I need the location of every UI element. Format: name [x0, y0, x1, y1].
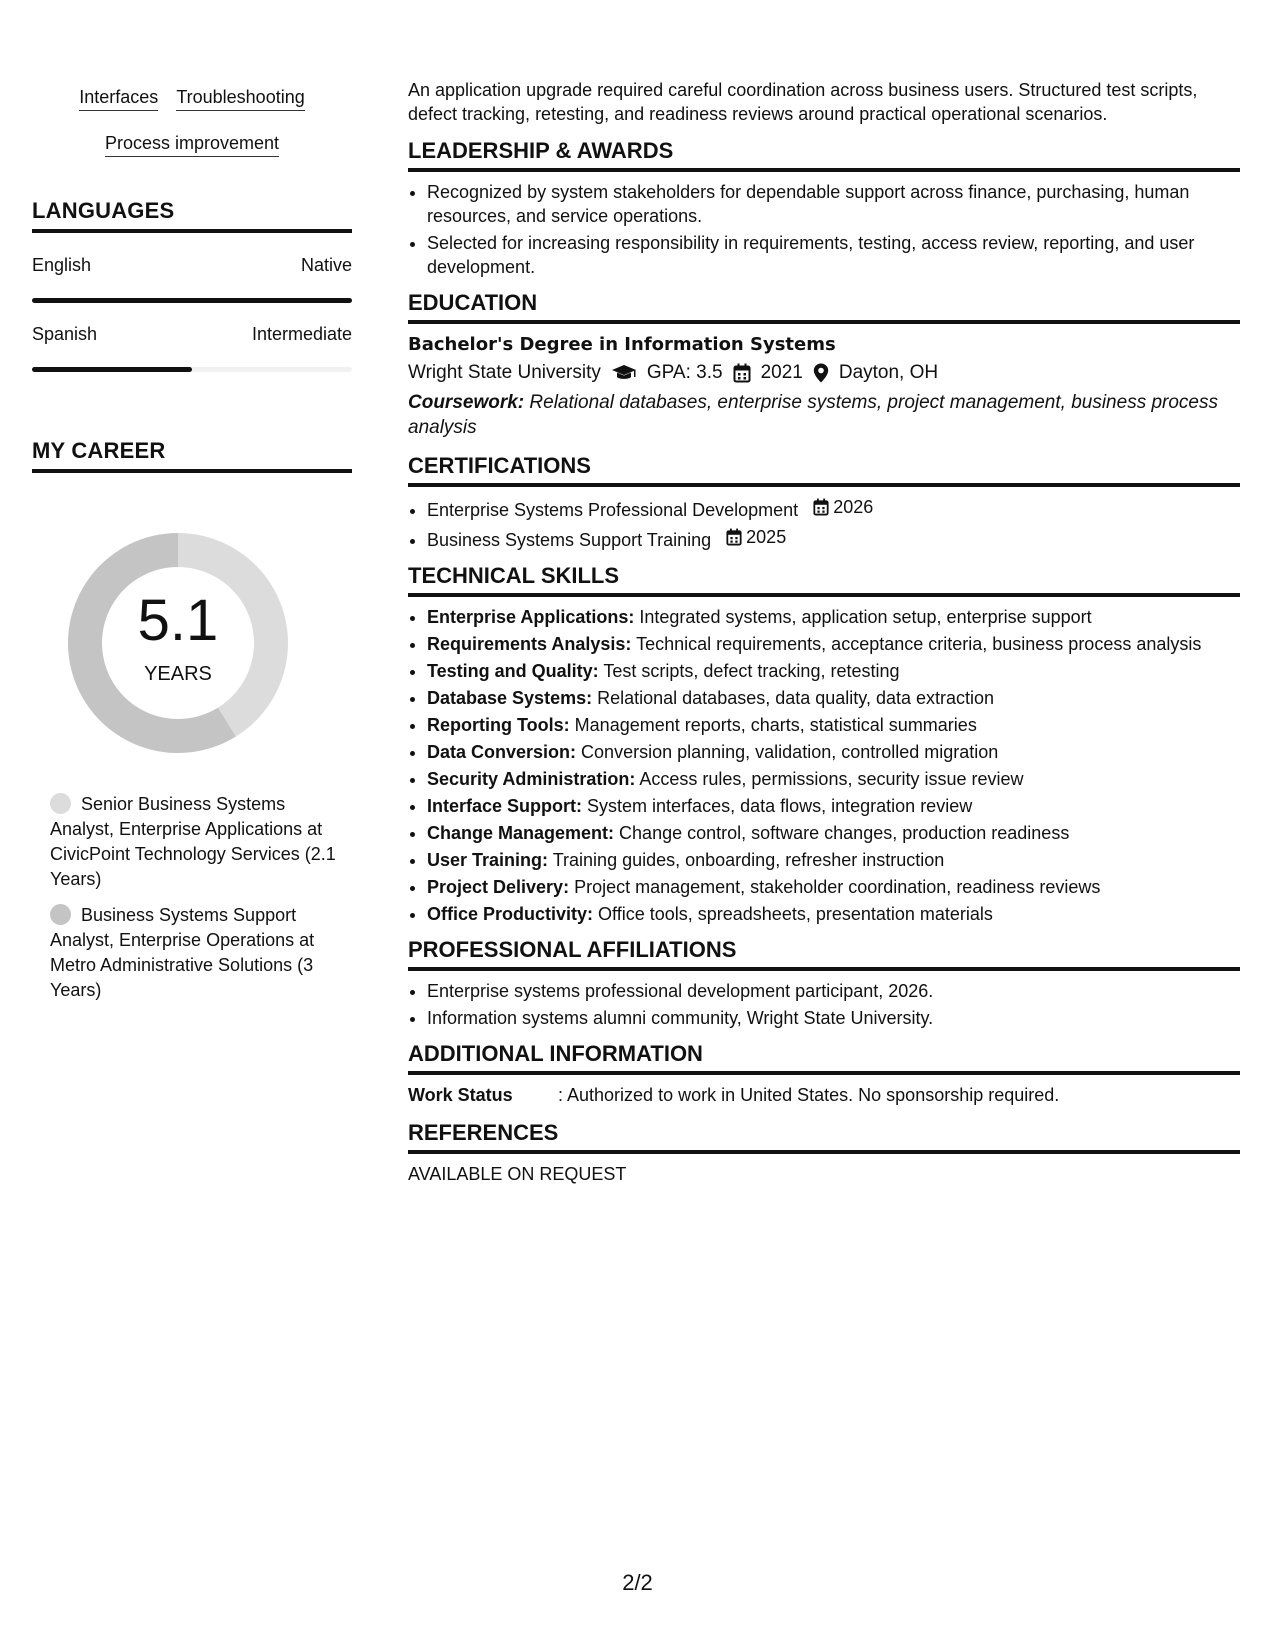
- skill-category: Reporting Tools:: [427, 715, 570, 735]
- career-item-text: Senior Business Systems Analyst, Enterprise Applications at CivicPoint Technology Services (2.1 Years): [50, 794, 336, 889]
- skill-category: Requirements Analysis:: [427, 634, 632, 654]
- skill-category: Security Administration:: [427, 769, 636, 789]
- skill-details: System interfaces, data flows, integration review: [587, 796, 973, 816]
- career-donut-chart: [65, 530, 291, 756]
- career-legend-dot: [50, 793, 71, 814]
- list-item: • Enterprise systems professional development participant, 2026.: [427, 979, 1240, 1003]
- experience-summary: An application upgrade required careful coordination across business users. Structured test scripts, defect tracking, retesting, and readiness reviews around practical operational scenarios.: [408, 80, 1198, 124]
- career-years-label: YEARS: [144, 663, 212, 685]
- coursework: [408, 390, 1240, 440]
- certification-item: [427, 525, 1240, 552]
- skill-category: Interface Support:: [427, 796, 583, 816]
- skill-details: Management reports, charts, statistical summaries: [574, 715, 977, 735]
- languages-heading: LANGUAGES: [32, 198, 352, 233]
- skill-details: Office tools, spreadsheets, presentation materials: [598, 904, 993, 924]
- language-name: English: [32, 255, 92, 275]
- career-item-text: Business Systems Support Analyst, Enterprise Operations at Metro Administrative Solutions (3 Years): [50, 905, 315, 1000]
- skill-details: Integrated systems, application setup, enterprise support: [639, 607, 1092, 627]
- certification-year: 2026: [833, 497, 874, 517]
- technical-skills-heading: TECHNICAL SKILLS: [408, 562, 1240, 597]
- certification-item: [427, 495, 1240, 522]
- skill-category: Data Conversion:: [427, 742, 577, 762]
- leadership-list: [408, 180, 1240, 279]
- school-location: Dayton, OH: [838, 362, 939, 383]
- skill-category: Testing and Quality:: [427, 661, 599, 681]
- list-item: • Recognized by system stakeholders for dependable support across finance, purchasing, human resources, and service operations.: [427, 180, 1240, 228]
- affiliations-heading: PROFESSIONAL AFFILIATIONS: [408, 936, 1240, 971]
- career-list: [50, 792, 340, 1014]
- school-name: Wright State University: [408, 362, 601, 383]
- skill-category: Enterprise Applications:: [427, 607, 635, 627]
- language-level: Native: [300, 255, 352, 275]
- skill-details: Access rules, permissions, security issue review: [639, 769, 1024, 789]
- additional-information-heading: ADDITIONAL INFORMATION: [408, 1040, 1240, 1075]
- skill-category: Database Systems:: [427, 688, 593, 708]
- skill-category: Change Management:: [427, 823, 615, 843]
- certifications-list: [408, 495, 1240, 552]
- skill-tag: Process improvement: [105, 132, 279, 157]
- skill-item: [427, 848, 1240, 872]
- coursework-label: Coursework:: [408, 392, 525, 413]
- skill-item: [427, 767, 1240, 791]
- certification-name: Business Systems Support Training: [427, 530, 712, 550]
- skill-item: [427, 605, 1240, 629]
- skill-details: Training guides, onboarding, refresher instruction: [552, 850, 945, 870]
- certifications-heading: CERTIFICATIONS: [408, 452, 1240, 487]
- language-row: [32, 324, 352, 345]
- skill-item: [427, 740, 1240, 764]
- skill-item: [427, 875, 1240, 899]
- skill-item: [427, 713, 1240, 737]
- graduation-year: 2021: [760, 362, 803, 383]
- skill-item: [427, 686, 1240, 710]
- career-legend-dot: [50, 904, 71, 925]
- skill-item: [427, 794, 1240, 818]
- graduation-cap-icon: [611, 364, 637, 382]
- skill-category: Project Delivery:: [427, 877, 570, 897]
- calendar-icon: [813, 498, 829, 516]
- affiliations-list: [408, 979, 1240, 1030]
- leadership-heading: LEADERSHIP & AWARDS: [408, 137, 1240, 172]
- language-proficiency-bar: [32, 298, 352, 303]
- skill-item: [427, 632, 1240, 656]
- page-number: 2/2: [622, 1570, 653, 1595]
- certification-name: Enterprise Systems Professional Development: [427, 500, 799, 520]
- career-item: [50, 903, 340, 1003]
- degree-title: Bachelor's Degree in Information Systems: [408, 334, 836, 355]
- skill-tags: [32, 86, 352, 178]
- list-item: • Selected for increasing responsibility in requirements, testing, access review, reporting, and user development.: [427, 231, 1240, 279]
- calendar-icon: [726, 528, 742, 546]
- skill-details: Technical requirements, acceptance criteria, business process analysis: [636, 634, 1202, 654]
- location-pin-icon: [813, 363, 829, 383]
- skill-item: [427, 902, 1240, 926]
- work-status-row: [408, 1083, 1240, 1107]
- work-status-value: : Authorized to work in United States. No sponsorship required.: [558, 1085, 1060, 1105]
- career-item: [50, 792, 340, 892]
- skill-details: Relational databases, data quality, data extraction: [597, 688, 995, 708]
- coursework-text: Relational databases, enterprise systems, project management, business process analysis: [408, 392, 1218, 438]
- references-text: AVAILABLE ON REQUEST: [408, 1164, 627, 1184]
- skill-details: Change control, software changes, production readiness: [619, 823, 1070, 843]
- work-status-label: Work Status: [408, 1085, 513, 1105]
- right-column: [408, 78, 1240, 1186]
- calendar-icon: [733, 363, 751, 383]
- skill-details: Project management, stakeholder coordination, readiness reviews: [574, 877, 1101, 897]
- skill-tag: Troubleshooting: [176, 86, 304, 111]
- certification-date: [726, 525, 786, 549]
- certification-date: [813, 495, 873, 519]
- skill-category: User Training:: [427, 850, 549, 870]
- career-heading: MY CAREER: [32, 438, 352, 473]
- gpa: GPA: 3.5: [646, 362, 723, 383]
- language-proficiency-bar: [32, 367, 352, 372]
- language-level: Intermediate: [251, 324, 352, 344]
- education-meta: [408, 358, 1240, 388]
- skill-category: Office Productivity:: [427, 904, 594, 924]
- certification-year: 2025: [746, 527, 787, 547]
- language-row: [32, 255, 352, 276]
- skill-tag: Interfaces: [79, 86, 158, 111]
- education-heading: EDUCATION: [408, 289, 1240, 324]
- list-item: • Information systems alumni community, Wright State University.: [427, 1006, 1240, 1030]
- career-years-value: 5.1: [137, 588, 219, 653]
- references-heading: REFERENCES: [408, 1119, 1240, 1154]
- language-proficiency-fill: [32, 367, 192, 372]
- skill-item: [427, 821, 1240, 845]
- language-proficiency-fill: [32, 298, 352, 303]
- skill-details: Conversion planning, validation, controlled migration: [581, 742, 999, 762]
- technical-skills-list: [408, 605, 1240, 926]
- skill-item: [427, 659, 1240, 683]
- skill-details: Test scripts, defect tracking, retesting: [603, 661, 900, 681]
- language-name: Spanish: [32, 324, 98, 344]
